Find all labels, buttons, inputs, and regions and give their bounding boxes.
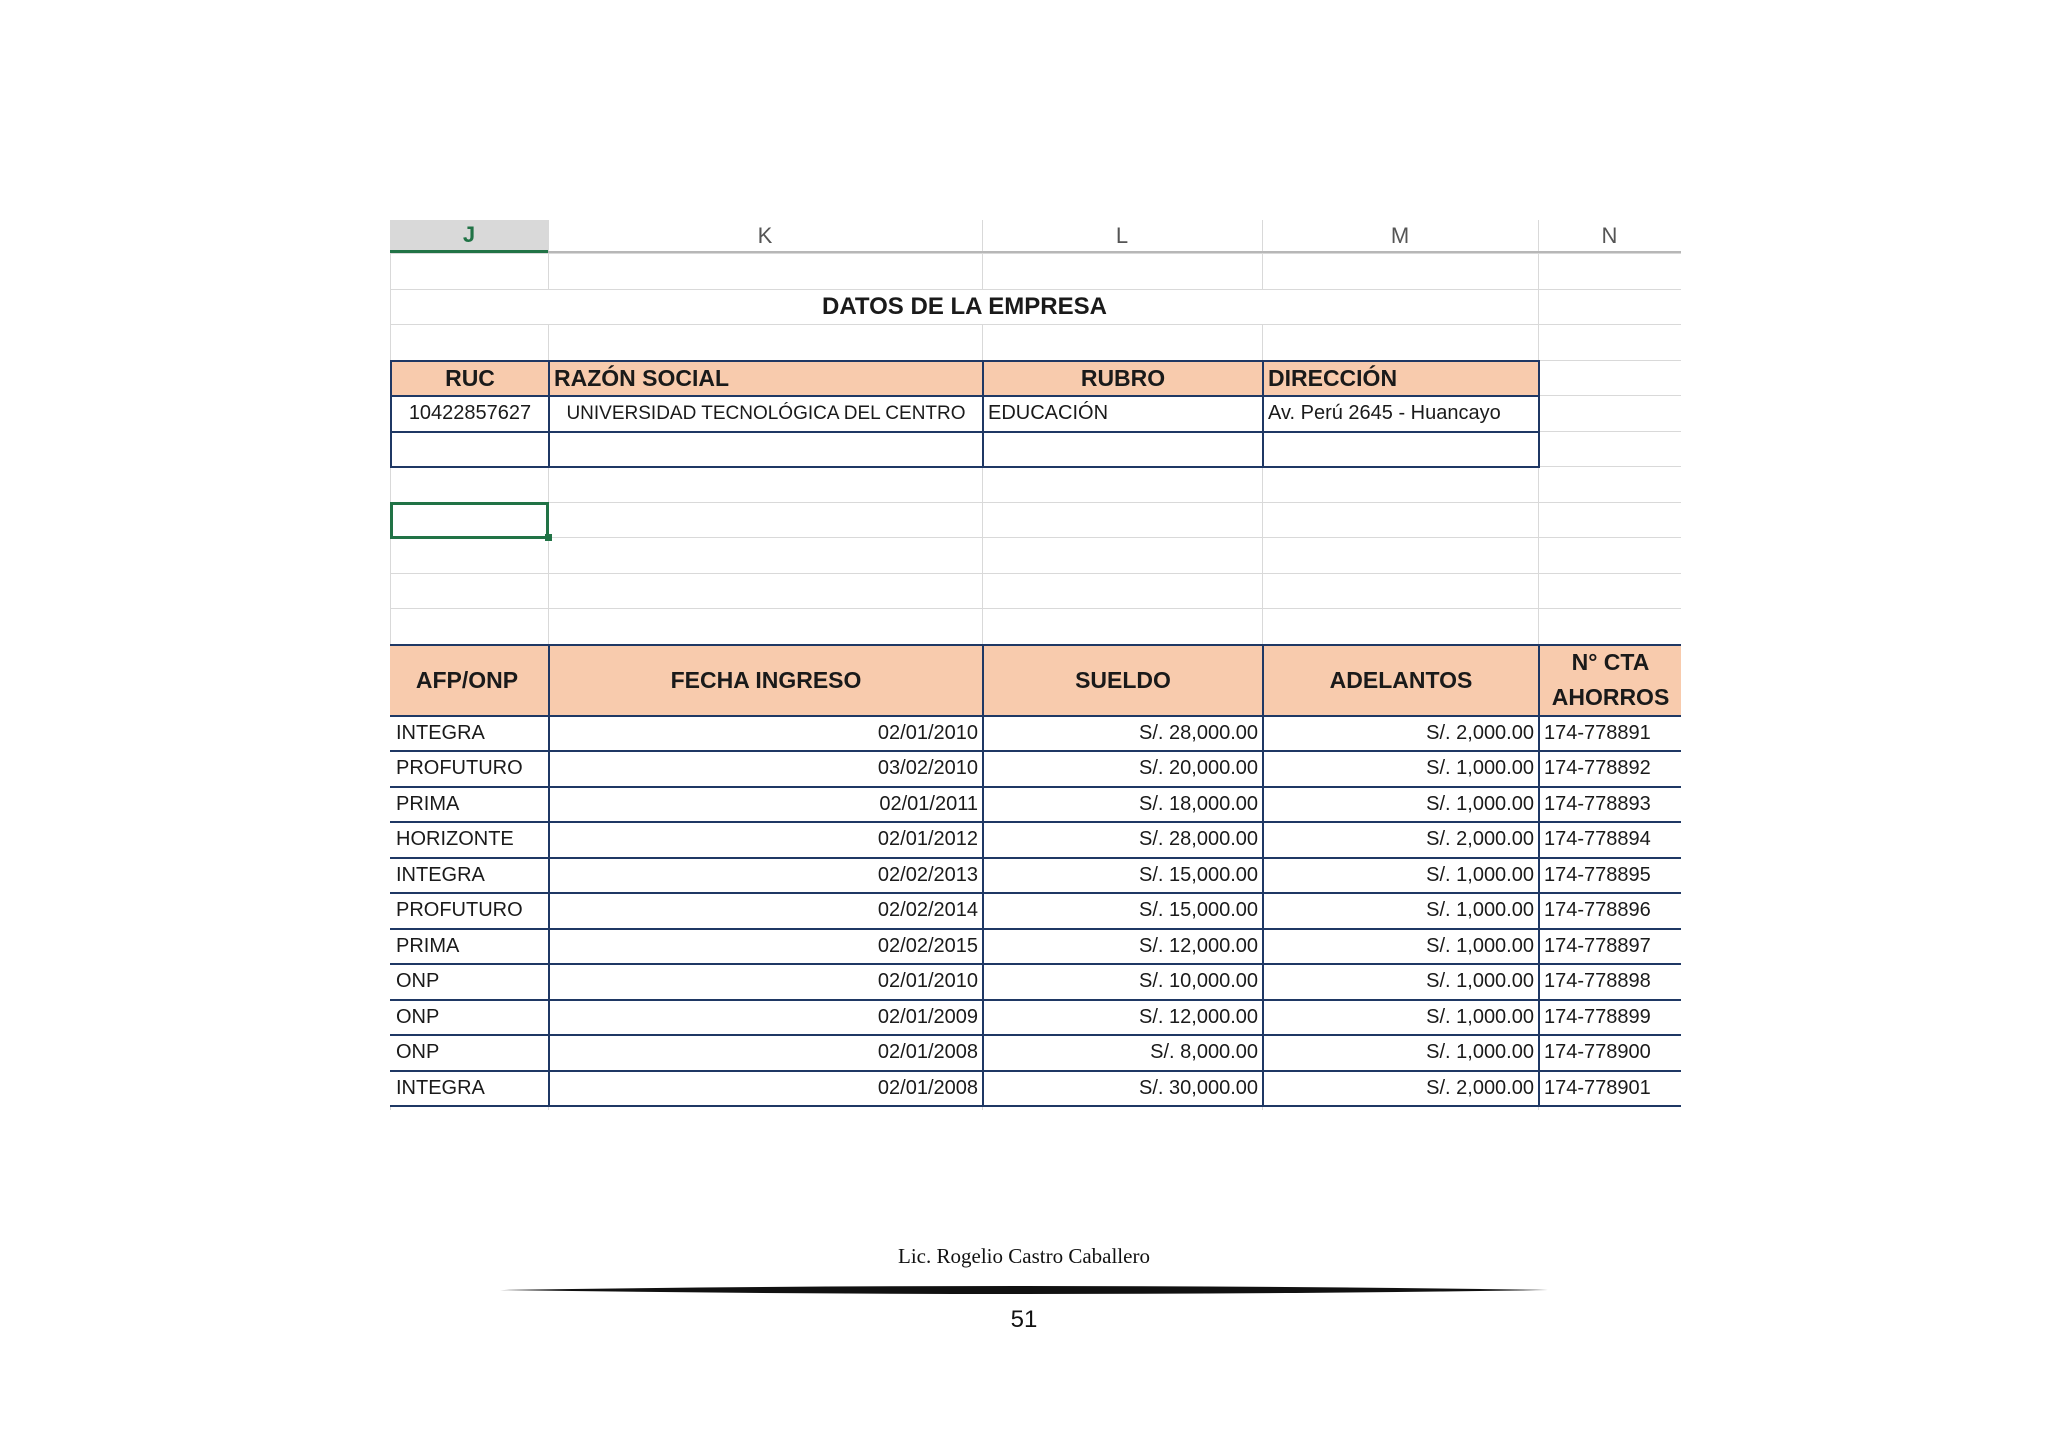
table-cell[interactable]: S/. 2,000.00 <box>1262 821 1540 859</box>
table-cell[interactable]: INTEGRA <box>390 1070 550 1108</box>
company-empty-cell[interactable] <box>548 431 984 469</box>
fecha-ingreso-header: FECHA INGRESO <box>548 644 984 717</box>
table-cell[interactable]: S/. 1,000.00 <box>1262 1034 1540 1072</box>
rubro-value[interactable]: EDUCACIÓN <box>982 395 1264 433</box>
company-empty-cell[interactable] <box>390 431 550 469</box>
table-cell[interactable]: 174-778897 <box>1538 928 1681 966</box>
row-gridline <box>390 253 1681 254</box>
column-header-m[interactable]: M <box>1262 220 1538 253</box>
table-cell[interactable]: 02/02/2013 <box>548 857 984 895</box>
active-cell[interactable] <box>390 502 549 540</box>
table-cell[interactable]: 174-778899 <box>1538 999 1681 1037</box>
direccion-value[interactable]: Av. Perú 2645 - Huancayo <box>1262 395 1540 433</box>
table-cell[interactable]: S/. 10,000.00 <box>982 963 1264 1001</box>
table-cell[interactable]: 174-778896 <box>1538 892 1681 930</box>
table-cell[interactable]: 174-778893 <box>1538 786 1681 824</box>
table-cell[interactable]: S/. 2,000.00 <box>1262 1070 1540 1108</box>
table-cell[interactable]: 02/01/2012 <box>548 821 984 859</box>
row-gridline <box>390 324 1681 325</box>
row-gridline <box>390 502 1681 503</box>
table-cell[interactable]: S/. 12,000.00 <box>982 999 1264 1037</box>
razon-social-header: RAZÓN SOCIAL <box>548 360 984 398</box>
table-cell[interactable]: S/. 28,000.00 <box>982 715 1264 753</box>
company-title: DATOS DE LA EMPRESA <box>391 290 1538 325</box>
table-cell[interactable]: ONP <box>390 1034 550 1072</box>
table-cell[interactable]: 02/01/2010 <box>548 963 984 1001</box>
table-cell[interactable]: S/. 18,000.00 <box>982 786 1264 824</box>
table-cell[interactable]: PRIMA <box>390 786 550 824</box>
table-cell[interactable]: HORIZONTE <box>390 821 550 859</box>
table-cell[interactable]: 02/02/2015 <box>548 928 984 966</box>
table-cell[interactable]: 174-778892 <box>1538 750 1681 788</box>
table-cell[interactable]: S/. 2,000.00 <box>1262 715 1540 753</box>
table-cell[interactable]: 02/01/2009 <box>548 999 984 1037</box>
direccion-header: DIRECCIÓN <box>1262 360 1540 398</box>
table-cell[interactable]: S/. 15,000.00 <box>982 892 1264 930</box>
spreadsheet-grid[interactable] <box>390 220 1681 1110</box>
row-gridline <box>390 537 1681 538</box>
table-cell[interactable]: 174-778900 <box>1538 1034 1681 1072</box>
table-cell[interactable]: 174-778894 <box>1538 821 1681 859</box>
table-cell[interactable]: 02/02/2014 <box>548 892 984 930</box>
footer-author: Lic. Rogelio Castro Caballero <box>898 1244 1150 1268</box>
ruc-value[interactable]: 10422857627 <box>390 395 550 433</box>
table-cell[interactable]: 174-778898 <box>1538 963 1681 1001</box>
table-cell[interactable]: S/. 1,000.00 <box>1262 892 1540 930</box>
table-cell[interactable]: ONP <box>390 963 550 1001</box>
column-header-k[interactable]: K <box>548 220 982 253</box>
table-cell[interactable]: 174-778901 <box>1538 1070 1681 1108</box>
column-header-j[interactable]: J <box>390 220 548 253</box>
column-header-n[interactable]: N <box>1538 220 1681 253</box>
company-empty-cell[interactable] <box>982 431 1264 469</box>
table-cell[interactable]: S/. 1,000.00 <box>1262 786 1540 824</box>
table-cell[interactable]: S/. 12,000.00 <box>982 928 1264 966</box>
table-cell[interactable]: PROFUTURO <box>390 892 550 930</box>
page-number: 51 <box>1010 1306 1038 1333</box>
column-header-l[interactable]: L <box>982 220 1262 253</box>
cta-ahorros-header: N° CTA AHORROS <box>1538 644 1681 717</box>
table-cell[interactable]: 03/02/2010 <box>548 750 984 788</box>
ruc-header: RUC <box>390 360 550 398</box>
table-cell[interactable]: 02/01/2010 <box>548 715 984 753</box>
sueldo-header: SUELDO <box>982 644 1264 717</box>
table-cell[interactable]: PROFUTURO <box>390 750 550 788</box>
table-cell[interactable]: S/. 1,000.00 <box>1262 999 1540 1037</box>
razon-social-value[interactable]: UNIVERSIDAD TECNOLÓGICA DEL CENTRO <box>548 395 984 433</box>
adelantos-header: ADELANTOS <box>1262 644 1540 717</box>
table-cell[interactable]: S/. 1,000.00 <box>1262 857 1540 895</box>
table-cell[interactable]: S/. 20,000.00 <box>982 750 1264 788</box>
table-cell[interactable]: S/. 30,000.00 <box>982 1070 1264 1108</box>
table-cell[interactable]: S/. 1,000.00 <box>1262 750 1540 788</box>
row-gridline <box>390 573 1681 574</box>
table-cell[interactable]: ONP <box>390 999 550 1037</box>
table-cell[interactable]: 02/01/2008 <box>548 1070 984 1108</box>
table-cell[interactable]: 02/01/2008 <box>548 1034 984 1072</box>
table-cell[interactable]: S/. 15,000.00 <box>982 857 1264 895</box>
table-cell[interactable]: S/. 1,000.00 <box>1262 963 1540 1001</box>
table-cell[interactable]: INTEGRA <box>390 715 550 753</box>
row-gridline <box>390 608 1681 609</box>
table-cell[interactable]: 174-778891 <box>1538 715 1681 753</box>
table-cell[interactable]: S/. 28,000.00 <box>982 821 1264 859</box>
table-cell[interactable]: 02/01/2011 <box>548 786 984 824</box>
afp-onp-header: AFP/ONP <box>390 644 550 717</box>
rubro-header: RUBRO <box>982 360 1264 398</box>
fill-handle[interactable] <box>545 534 552 541</box>
table-cell[interactable]: INTEGRA <box>390 857 550 895</box>
company-empty-cell[interactable] <box>1262 431 1540 469</box>
table-cell[interactable]: S/. 1,000.00 <box>1262 928 1540 966</box>
table-cell[interactable]: 174-778895 <box>1538 857 1681 895</box>
table-cell[interactable]: S/. 8,000.00 <box>982 1034 1264 1072</box>
table-cell[interactable]: PRIMA <box>390 928 550 966</box>
footer-rule <box>500 1284 1548 1296</box>
